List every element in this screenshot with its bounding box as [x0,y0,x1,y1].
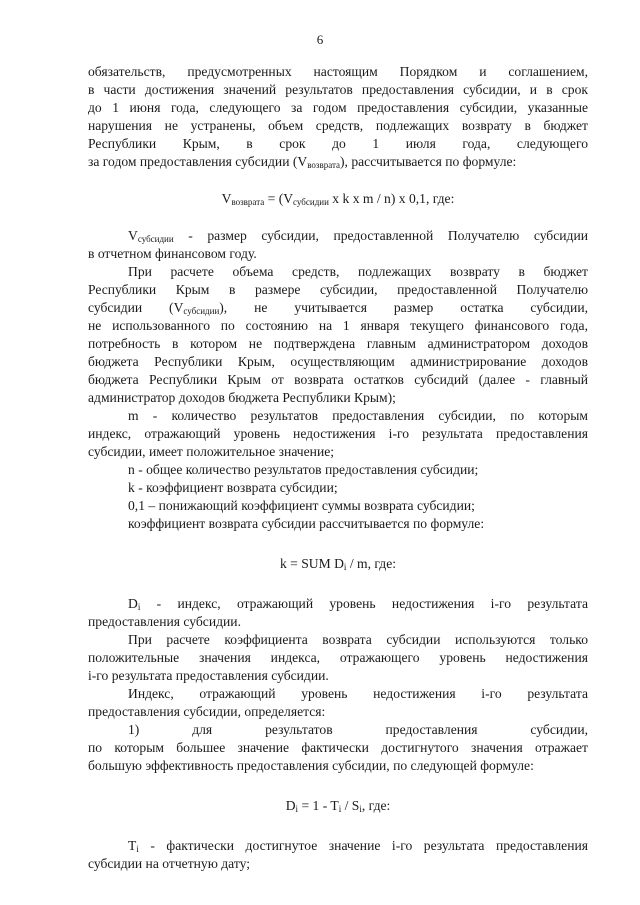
text-line: индекс, отражающий уровень недостижения i-го результата предоставления [88,426,588,441]
text-line: положительные значения индекса, отражающего уровень недостижения [88,650,588,665]
text-line: в части достижения значений результатов предоставления субсидии, и в срок [88,82,588,97]
definition-coefficient: 0,1 – понижающий коэффициент суммы возврата субсидии; [128,498,475,513]
text-line: бюджета Республики Крым от возврата остатков субсидий (далее - главный [88,372,588,387]
text-line: субсидии на отчетную дату; [88,856,251,871]
page-number: 6 [316,32,324,47]
text-line: m - количество результатов предоставления субсидии, по которым [128,408,588,423]
paragraph-positive-values [88,631,588,685]
text-line: предоставления субсидии, определяется: [88,704,326,719]
text-line: нарушения не устранены, объем средств, подлежащих возврату в бюджет [88,118,588,133]
text-line: предоставления субсидии. [88,614,241,629]
text-line: Республики Крым в размере субсидии, предоставленной Получателю [88,282,588,297]
text-line: бюджета Республики Крым, осуществляющим администрирование доходов [88,354,588,369]
paragraph-calculation-note [88,263,588,407]
formula-refund-coefficient: k = SUM $D_i$ / m, где: [279,556,397,572]
text-line: Индекс, отражающий уровень недостижения i-го результата [128,686,588,701]
text-line: $D_i$ - индекс, отражающий уровень недостижения i-го результата [128,596,588,612]
text-line: $T_i$ - фактически достигнутое значение i-го результата предоставления [128,838,588,854]
definition-n: n - общее количество результатов предоставления субсидии; [128,462,479,477]
text-line: субсидии $(V_{субсидии})$, не учитывается размер остатка субсидии, [88,300,588,316]
definition-t [88,837,588,873]
text-line: обязательств, предусмотренных настоящим Порядком и соглашением, [88,64,588,79]
text-line: i-го результата предоставления субсидии. [88,668,329,683]
text-line: за годом предоставления субсидии $(V_{возврата})$, рассчитывается по формуле: [88,154,517,170]
text-line: большую эффективность предоставления субсидии, по следующей формуле: [88,758,534,773]
text-line: до 1 июня года, следующего за годом предоставления субсидии, указанные [88,100,588,115]
text-line: 1) для результатов предоставления субсидии, [128,722,588,737]
text-line: администратор доходов бюджета Республики Крым); [88,390,396,405]
paragraph-index-definition [88,685,588,721]
formula-refund-volume: $V_{возврата} = (V_{субсидии}$ x k x m / n) x 0,1, где: [221,191,455,207]
text-line: коэффициент возврата субсидии рассчитывается по формуле: [128,516,485,531]
paragraph-obligations [88,63,588,171]
text-line: Республики Крым, в срок до 1 июля года, следующего [88,136,588,151]
definition-v-subsidy [88,227,588,263]
text-line: субсидии, имеет положительное значение; [88,444,335,459]
definition-k: k - коэффициент возврата субсидии; [128,480,338,495]
text-line: по которым большее значение фактически достигнутого значения отражает [88,740,588,755]
paragraph-item-1 [88,721,588,775]
text-line: не использованного по состоянию на 1 января текущего финансового года, [88,318,588,333]
text-line: При расчете коэффициента возврата субсидии используются только [128,632,588,647]
document-body [88,63,588,873]
text-line: в отчетном финансовом году. [88,246,257,261]
text-line: $V_{субсидии}$ - размер субсидии, предоставленной Получателю субсидии [128,228,588,244]
formula-index-d: $D_i = 1 - T_i / S_i$, где: [285,798,391,814]
definition-m [88,407,588,461]
definition-d [88,595,588,631]
text-line: При расчете объема средств, подлежащих возврату в бюджет [128,264,588,279]
text-line: потребность в котором не подтверждена главным администратором доходов [88,336,588,351]
